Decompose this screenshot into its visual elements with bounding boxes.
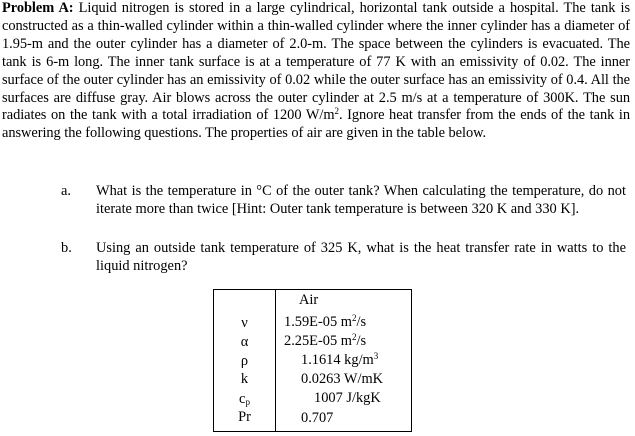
problem-heading: Problem A: (2, 0, 74, 16)
problem-text-superscript: 2 (334, 106, 339, 117)
value-pr: 0.707 (301, 410, 334, 426)
symbol-cp: $c_p$ (239, 391, 250, 407)
problem-statement (2, 0, 630, 143)
question-a-text: What is the temperature in °C of the outer tank? When calculating the temperature, do not iterate more than twice [Hint: Outer tank temperature is between 320 K and 330 K]. (96, 183, 626, 217)
question-b-letter: b. (61, 240, 72, 256)
symbol-alpha: α (240, 334, 249, 350)
problem-text: Liquid nitrogen is stored in a large cylindrical, horizontal tank outside a hospital. The tank is constructed as a thin-walled cylinder within a thin-walled cylinder where the inner cylinder has a diameter of 1.95-m and the outer cylinder has a diameter of 2.0-m. The space between the cylinders is evacuated. The tank is 6-m long. The inner tank surface is at a temperature of 77 K with an emissivity of 0.02. The inner surface of the outer cylinder has an emissivity of 0.02 while the outer surface has an emissivity of 0.4. All the surfaces are diffuse gray. Air blows across the outer cylinder at 2.5 m/s at a temperature of 300K. The sun radiates on the tank with a total irradiation of 1200 W/m (2, 0, 630, 124)
symbol-nu: ν (241, 315, 248, 331)
symbol-rho: ρ (240, 353, 249, 369)
air-properties-table (213, 289, 412, 432)
symbol-pr: Pr (238, 409, 251, 425)
value-alpha: 2.25E-05 $m^2/s$ (284, 332, 367, 349)
question-b-text: Using an outside tank temperature of 325 K, what is the heat transfer rate in watts to the liquid nitrogen? (96, 240, 626, 274)
problem-text-end: . Ignore heat transfer from the ends of the tank in answering the following questions. The properties of air are given in the table below. (2, 107, 630, 142)
value-rho: 1.1614 $kg/m^3$ (301, 351, 379, 368)
value-nu: 1.59E-05 $m^2/s$ (284, 313, 367, 330)
symbol-k: k (240, 371, 249, 387)
table-divider (275, 290, 276, 431)
value-k: 0.0263 W/mK (301, 371, 384, 387)
table-header-air: Air (299, 292, 319, 308)
question-a-letter: a. (61, 183, 71, 199)
value-cp: 1007 J/kgK (314, 390, 381, 406)
